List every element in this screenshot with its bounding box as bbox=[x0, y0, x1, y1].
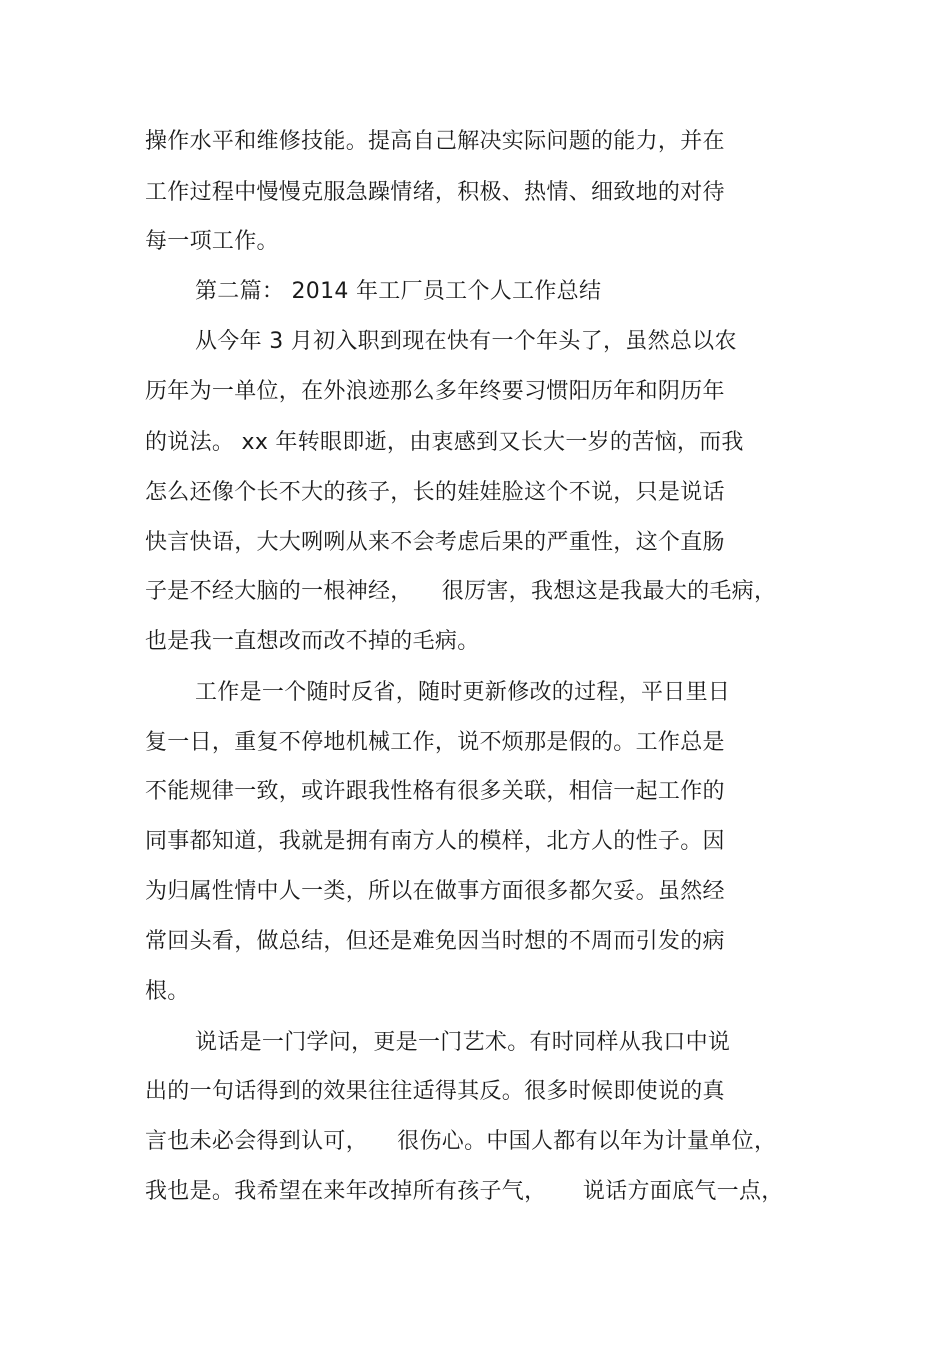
text-line: 复一日，重复不停地机械工作，说不烦那是假的。工作总是 bbox=[145, 730, 725, 755]
text-line: 工作过程中慢慢克服急躁情绪，积极、热情、细致地的对待 bbox=[145, 180, 725, 205]
text-line: 每一项工作。 bbox=[145, 229, 279, 254]
text-line: 常回头看，做总结，但还是难免因当时想的不周而引发的病 bbox=[145, 929, 725, 954]
text-line: 言也未必会得到认可， 很伤心。中国人都有以年为计量单位， bbox=[145, 1129, 777, 1154]
text-line: 子是不经大脑的一根神经， 很厉害，我想这是我最大的毛病， bbox=[145, 579, 777, 604]
section-heading: 第二篇： 2014 年工厂员工个人工作总结 bbox=[195, 279, 602, 304]
text-line: 工作是一个随时反省，随时更新修改的过程，平日里日 bbox=[195, 680, 731, 705]
text-line: 我也是。我希望在来年改掉所有孩子气， 说话方面底气一点， bbox=[145, 1179, 784, 1204]
text-line: 根。 bbox=[145, 979, 190, 1004]
text-line: 历年为一单位，在外浪迹那么多年终要习惯阳历年和阴历年 bbox=[145, 379, 725, 404]
text-line: 为归属性情中人一类，所以在做事方面很多都欠妥。虽然经 bbox=[145, 879, 725, 904]
text-line: 说话是一门学问，更是一门艺术。有时同样从我口中说 bbox=[195, 1030, 731, 1055]
text-line: 出的一句话得到的效果往往适得其反。很多时候即使说的真 bbox=[145, 1079, 725, 1104]
text-line: 从今年 3 月初入职到现在快有一个年头了，虽然总以农 bbox=[195, 329, 737, 354]
text-line: 不能规律一致，或许跟我性格有很多关联，相信一起工作的 bbox=[145, 779, 725, 804]
text-line: 同事都知道，我就是拥有南方人的模样，北方人的性子。因 bbox=[145, 829, 725, 854]
text-line: 也是我一直想改而改不掉的毛病。 bbox=[145, 629, 480, 654]
text-line: 快言快语，大大咧咧从来不会考虑后果的严重性，这个直肠 bbox=[145, 530, 725, 555]
text-line: 怎么还像个长不大的孩子，长的娃娃脸这个不说，只是说话 bbox=[145, 480, 725, 505]
text-line: 的说法。 xx 年转眼即逝，由衷感到又长大一岁的苦恼，而我 bbox=[145, 430, 744, 455]
text-line: 操作水平和维修技能。提高自己解决实际问题的能力，并在 bbox=[145, 129, 725, 154]
